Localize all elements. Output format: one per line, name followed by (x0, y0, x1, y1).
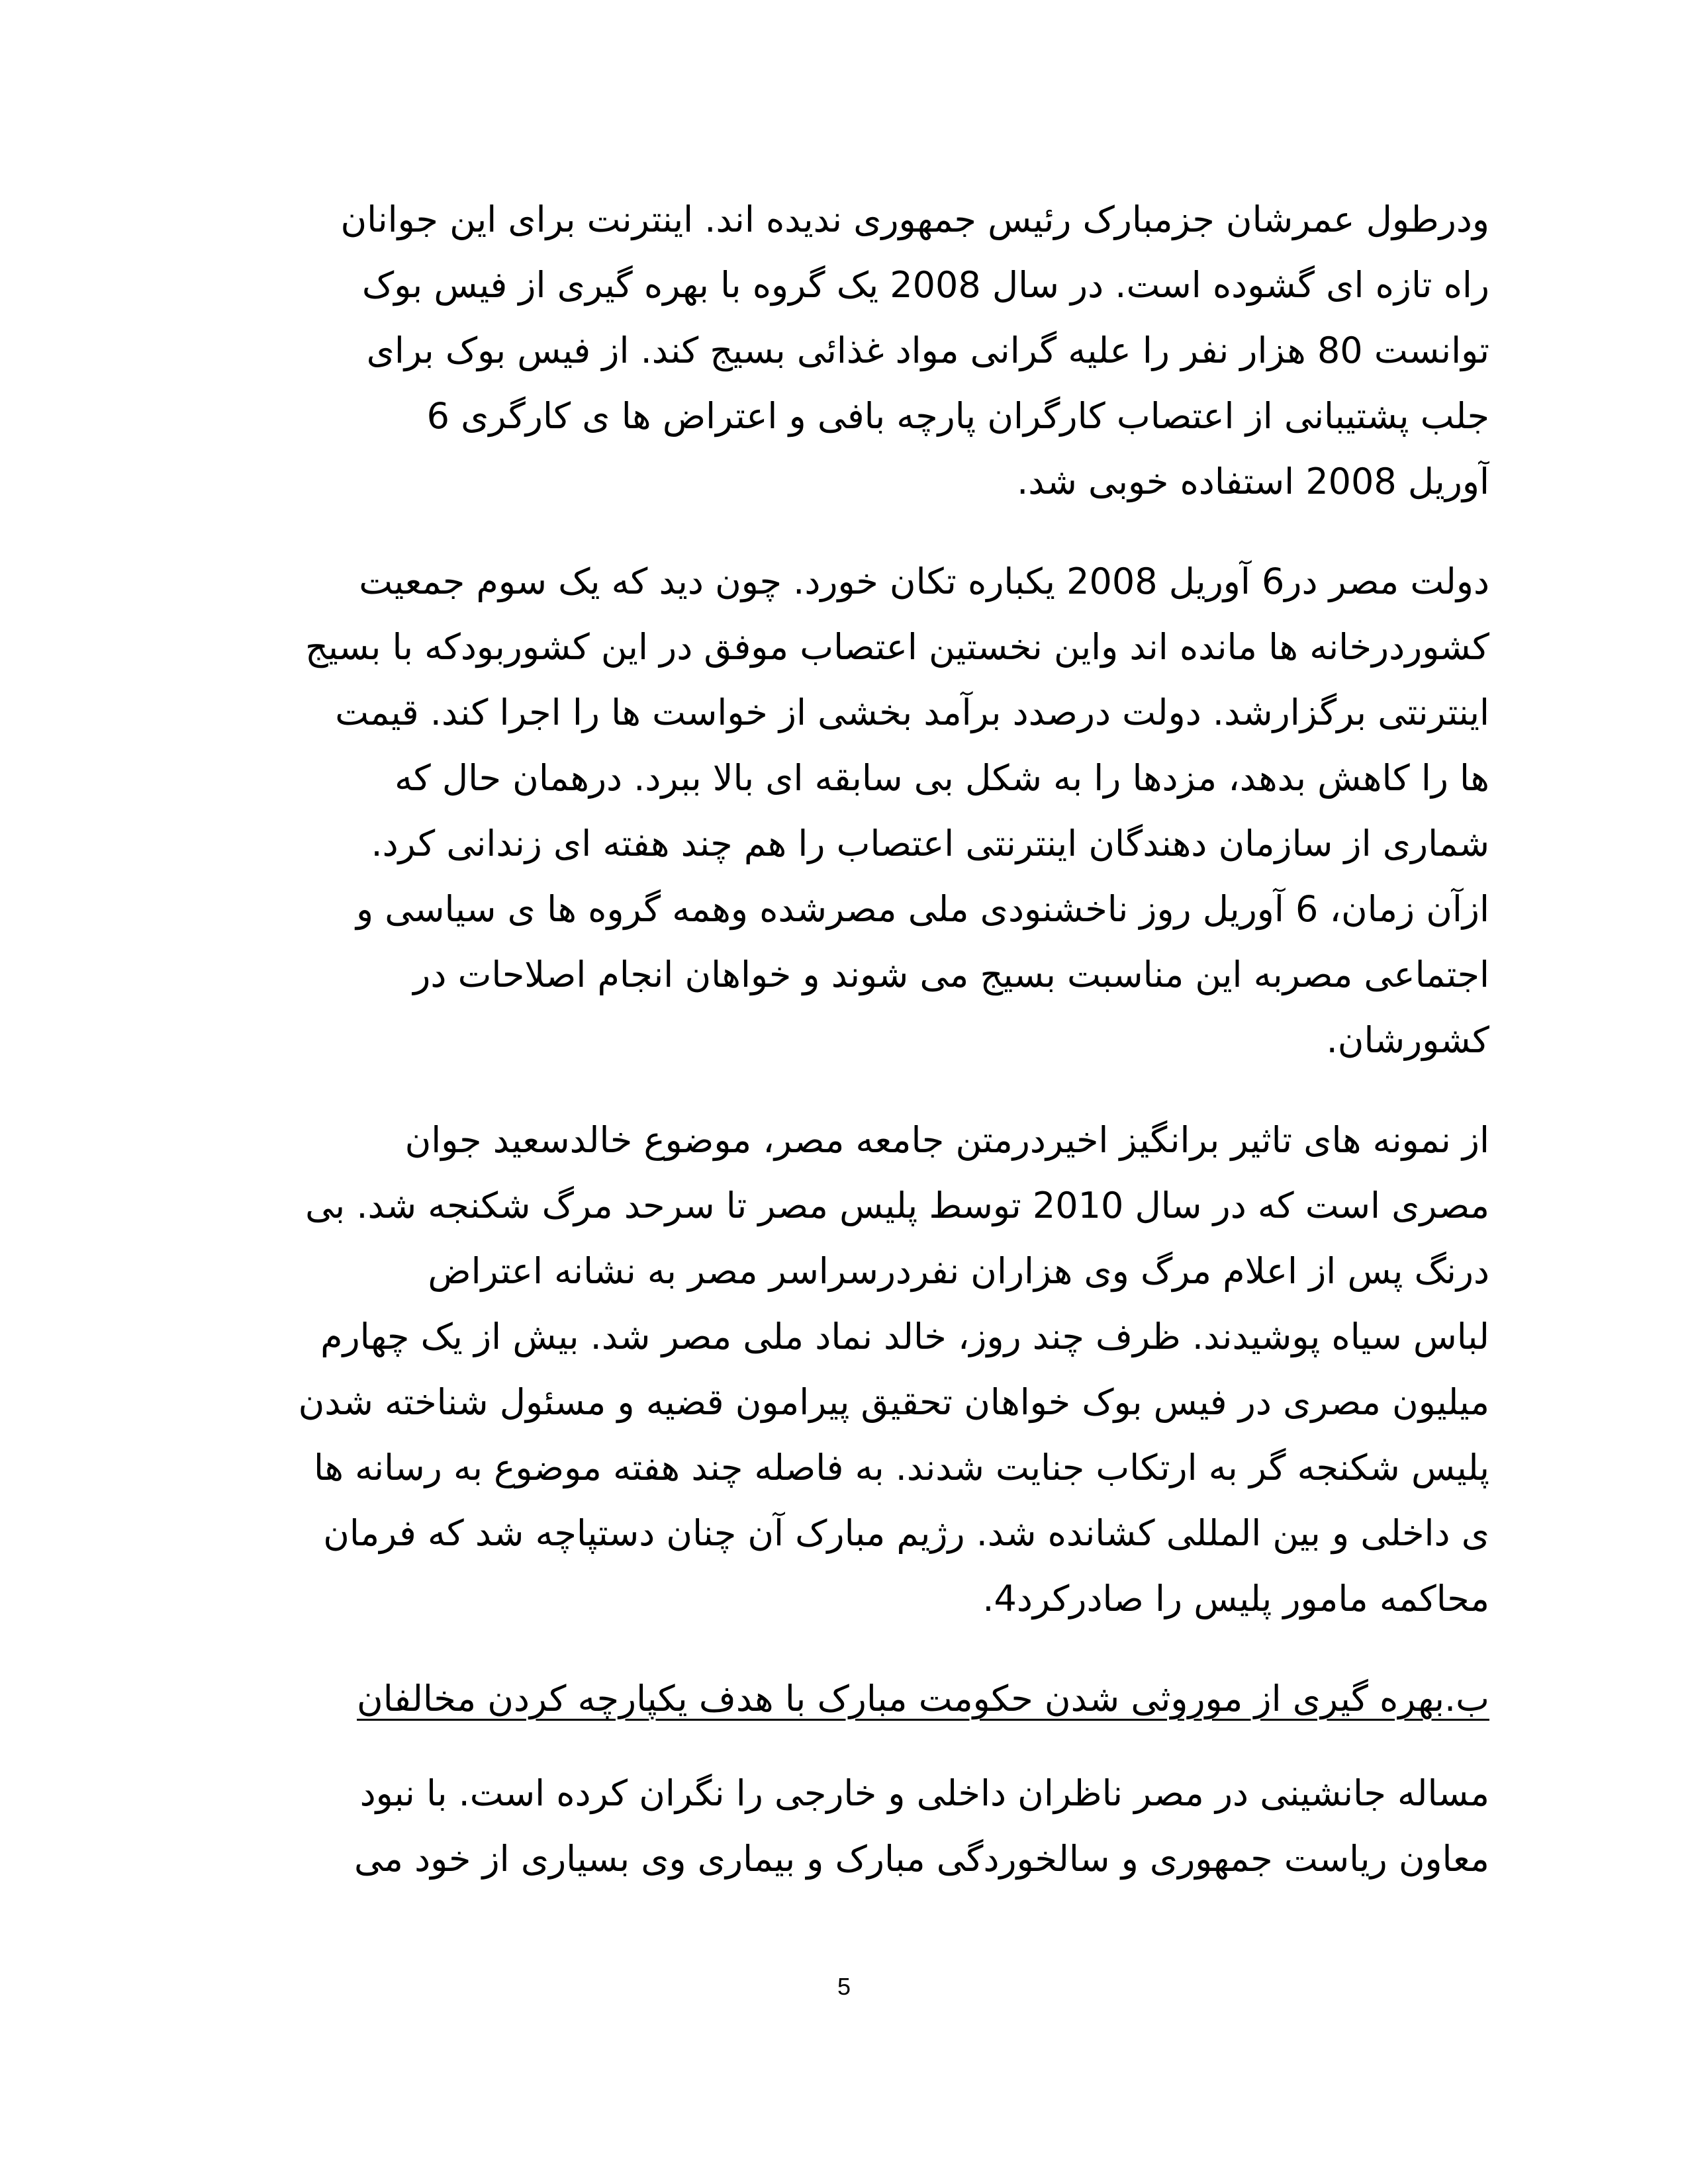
paragraph-3 (199, 1107, 1489, 1631)
text-line: ودرطول عمرشان جزمبارک رئیس جمهوری ندیده اند. اینترنت برای این جوانان (340, 199, 1489, 240)
paragraph-1 (199, 187, 1489, 514)
text-line: ی داخلی و بین المللی کشانده شد. رژیم مبارک آن چنان دستپاچه شد که فرمان (323, 1512, 1489, 1554)
text-line: مصری است که در سال 2010 توسط پلیس مصر تا سرحد مرگ شکنجه شد. بی (305, 1185, 1489, 1226)
text-line: کشورشان. (1326, 1019, 1489, 1061)
text-line: از نمونه های تاثیر برانگیز اخیردرمتن جامعه مصر، موضوع خالدسعید جوان (404, 1119, 1489, 1161)
text-line: راه تازه ای گشوده است. در سال 2008 یک گروه با بهره گیری از فیس بوک (361, 264, 1489, 306)
text-line: جلب پشتیبانی از اعتصاب کارگران پارچه بافی و اعتراض ها ی کارگری 6 (426, 395, 1489, 437)
text-line: محاکمه مامور پلیس را صادرکرد4. (982, 1578, 1489, 1619)
text-line: میلیون مصری در فیس بوک خواهان تحقیق پیرامون قضیه و مسئول شناخته شدن (298, 1381, 1489, 1423)
text-line: اینترنتی برگزارشد. دولت درصدد برآمد بخشی از خواست ها را اجرا کند. قیمت (335, 692, 1489, 733)
text-line: ازآن زمان، 6 آوریل روز ناخشنودی ملی مصرشده وهمه گروه ها ی سیاسی و (356, 888, 1489, 930)
text-line: اجتماعی مصربه این مناسبت بسیج می شوند و خواهان انجام اصلاحات در (413, 954, 1489, 995)
section-heading (199, 1666, 1489, 1731)
text-column (199, 187, 1489, 1926)
text-line: لباس سیاه پوشیدند. ظرف چند روز، خالد نماد ملی مصر شد. بیش از یک چهارم (320, 1316, 1489, 1357)
text-line: شماری از سازمان دهندگان اینترنتی اعتصاب را هم چند هفته ای زندانی کرد. (371, 823, 1489, 864)
section-heading-text: ب.بهره گیری از موروثی شدن حکومت مبارک با هدف یکپارچه کردن مخالفان (357, 1678, 1489, 1719)
paragraph-2 (199, 549, 1489, 1073)
text-line: ها را کاهش بدهد، مزدها را به شکل بی سابقه ای بالا ببرد. درهمان حال که (395, 757, 1489, 799)
text-line: پلیس شکنجه گر به ارتکاب جنایت شدند. به فاصله چند هفته موضوع به رسانه ها (314, 1447, 1489, 1488)
text-line: مساله جانشینی در مصر ناظران داخلی و خارجی را نگران کرده است. با نبود (359, 1772, 1489, 1814)
text-line: دولت مصر در6 آوریل 2008 یکباره تکان خورد. چون دید که یک سوم جمعیت (359, 561, 1489, 602)
page-number: 5 (837, 1973, 851, 2000)
paragraph-4 (199, 1760, 1489, 1891)
text-line: معاون ریاست جمهوری و سالخوردگی مبارک و بیماری وی بسیاری از خود می (353, 1838, 1489, 1880)
text-line: آوریل 2008 استفاده خوبی شد. (1017, 461, 1489, 502)
text-line: توانست 80 هزار نفر را علیه گرانی مواد غذائی بسیج کند. از فیس بوک برای (366, 330, 1489, 371)
text-line: کشوردرخانه ها مانده اند واین نخستین اعتصاب موفق در این کشوربودکه با بسیج (305, 626, 1489, 668)
text-line: درنگ پس از اعلام مرگ وی هزاران نفردرسراسر مصر به نشانه اعتراض (428, 1250, 1489, 1292)
